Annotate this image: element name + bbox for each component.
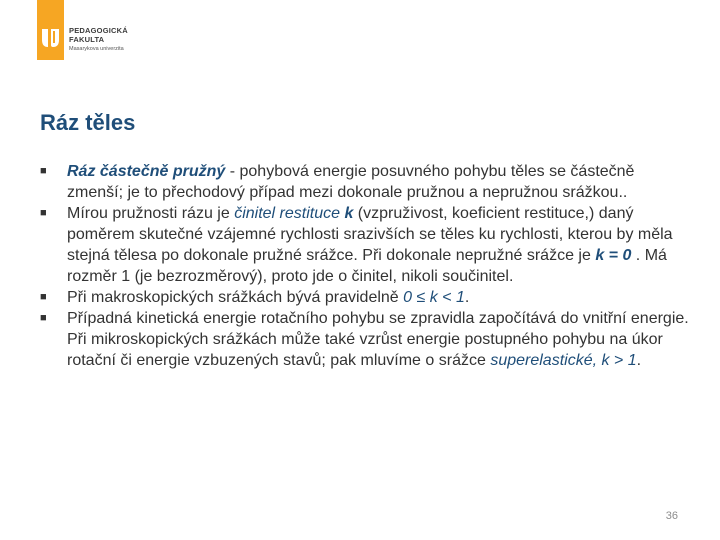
formula: k = 0 — [595, 247, 632, 264]
term: Ráz částečně pružný — [67, 163, 226, 180]
text: (vzpruživost, koeficient restituce,) daný poměrem skutečné vzájemné rychlosti srazivších se těles ku rychlosti, kterou by měla stejná tělesa po dokonale pružné srážce. Při dokonale nepružné srážce je — [67, 205, 673, 264]
logo-line1: PEDAGOGICKÁ — [69, 26, 128, 35]
logo-line2: FAKULTA — [69, 35, 105, 44]
slide-title: Ráz těles — [40, 110, 136, 135]
text: . Má rozměr 1 (je bezrozměrový), proto jde o činitel, nikoli součinitel. — [67, 247, 667, 285]
university-emblem-icon — [37, 0, 64, 60]
bullet-marker-icon: ■ — [40, 207, 47, 219]
text: . — [464, 289, 470, 306]
text: . — [636, 352, 642, 369]
text: - pohybová energie posuvného pohybu těles se částečně zmenší; je to přechodový případ mezi dokonale pružnou a nepružnou srážkou.. — [67, 163, 635, 201]
bullet-item — [40, 203, 690, 287]
term: superelastické, k > 1 — [490, 352, 637, 369]
text: Při makroskopických srážkách bývá pravidelně — [67, 289, 404, 306]
faculty-logo — [37, 0, 128, 60]
logo-line3: Masarykova univerzita — [69, 46, 124, 52]
text: Případná kinetická energie rotačního pohybu se zpravidla započítává do vnitřní energie. Při mikroskopických srážkách může také vzrůst energie postupného pohybu na úkor rotační či energie vzbuzených stavů; pak mluvíme o srážce — [67, 310, 689, 369]
bullet-marker-icon: ■ — [40, 312, 47, 324]
bullet-item — [40, 308, 690, 371]
page-number: 36 — [665, 510, 678, 522]
symbol: k — [344, 205, 354, 222]
bullet-list — [40, 161, 690, 371]
formula: 0 ≤ k < 1 — [403, 289, 465, 306]
text: Mírou pružnosti rázu je — [67, 205, 235, 222]
term: činitel restituce — [234, 205, 345, 222]
bullet-marker-icon: ■ — [40, 291, 47, 303]
bullet-marker-icon: ■ — [40, 165, 47, 177]
bullet-item — [40, 161, 690, 203]
bullet-item — [40, 287, 690, 308]
logo-text — [69, 26, 128, 54]
